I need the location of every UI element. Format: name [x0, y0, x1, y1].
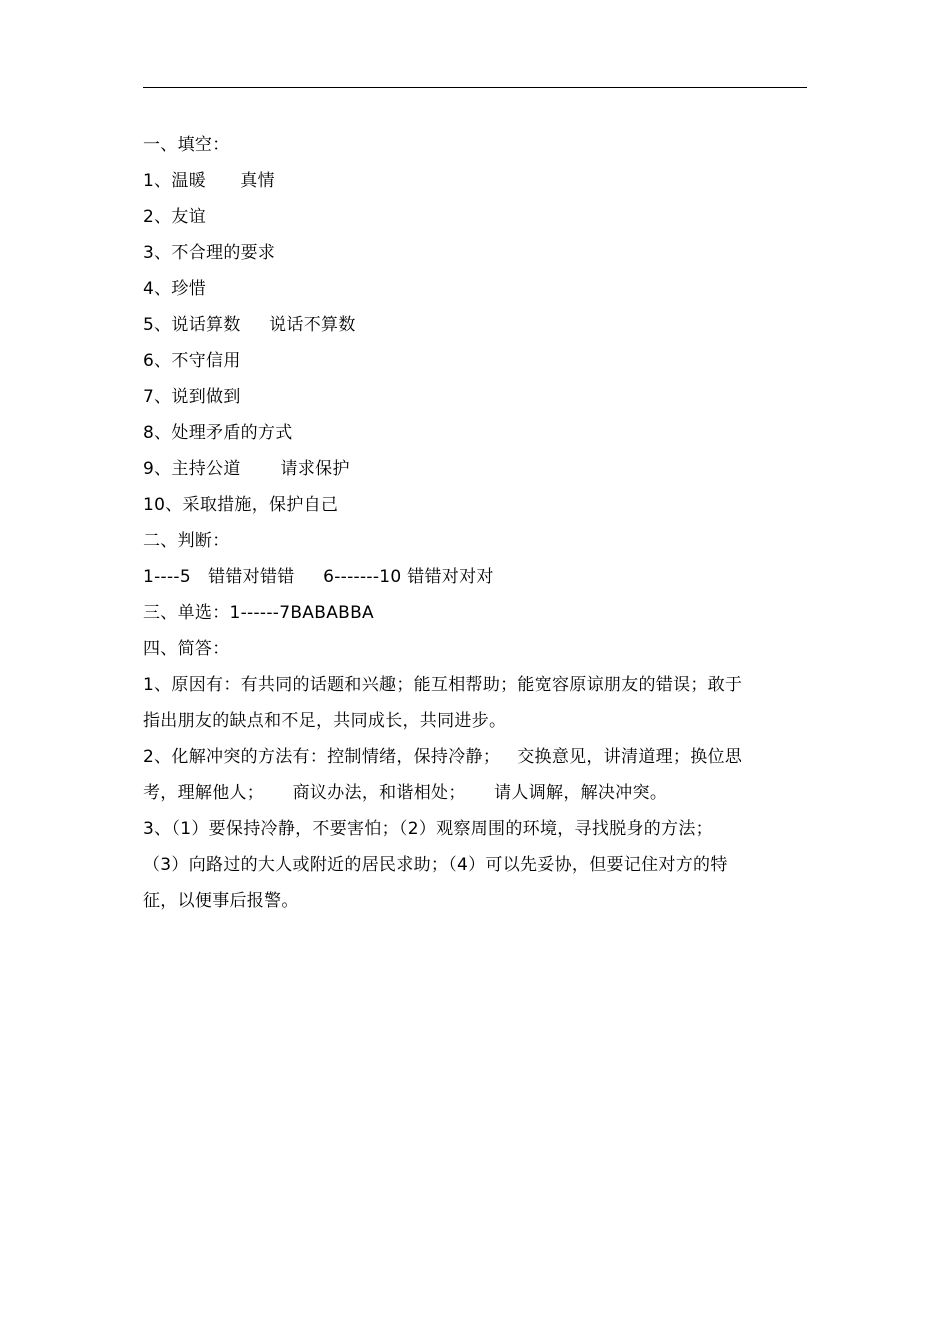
section-heading-short-answer: 四、简答：	[143, 639, 230, 659]
short-answer-3-line-1: 3、（1）要保持冷静，不要害怕；（2）观察周围的环境，寻找脱身的方法；	[143, 819, 713, 839]
section-heading-fill-blank: 一、填空：	[143, 135, 230, 155]
fill-blank-answer-9: 9、主持公道 请求保护	[143, 459, 350, 479]
judgement-answers: 1----5 错错对错错 6-------10 错错对对对	[143, 567, 494, 587]
fill-blank-answer-3: 3、不合理的要求	[143, 243, 276, 263]
short-answer-1-line-2: 指出朋友的缺点和不足，共同成长，共同进步。	[143, 711, 507, 731]
short-answer-2	[143, 739, 807, 811]
single-choice-answers: 三、单选：1------7BABABBA	[143, 603, 374, 623]
short-answer-3-line-3: 征，以便事后报警。	[143, 891, 299, 911]
fill-blank-answer-2: 2、友谊	[143, 207, 207, 227]
short-answer-2-line-2: 考，理解他人； 商议办法，和谐相处； 请人调解，解决冲突。	[143, 783, 668, 803]
fill-blank-answer-1: 1、温暖 真情	[143, 171, 275, 191]
short-answer-2-line-1: 2、化解冲突的方法有：控制情绪，保持冷静； 交换意见，讲清道理；换位思	[143, 747, 743, 767]
short-answer-3-line-2: （3）向路过的大人或附近的居民求助；（4）可以先妥协，但要记住对方的特	[143, 855, 728, 875]
fill-blank-answer-4: 4、珍惜	[143, 279, 207, 299]
short-answer-1-line-1: 1、原因有：有共同的话题和兴趣；能互相帮助；能宽容原谅朋友的错误；敢于	[143, 675, 743, 695]
fill-blank-answer-5: 5、说话算数 说话不算数	[143, 315, 356, 335]
fill-blank-answer-8: 8、处理矛盾的方式	[143, 423, 293, 443]
answer-key	[143, 127, 807, 919]
fill-blank-answer-6: 6、不守信用	[143, 351, 241, 371]
fill-blank-answer-10: 10、采取措施，保护自己	[143, 495, 339, 515]
section-heading-judgement: 二、判断：	[143, 531, 230, 551]
short-answer-3	[143, 811, 807, 919]
header-rule	[143, 87, 807, 88]
short-answer-1	[143, 667, 807, 739]
fill-blank-answer-7: 7、说到做到	[143, 387, 241, 407]
